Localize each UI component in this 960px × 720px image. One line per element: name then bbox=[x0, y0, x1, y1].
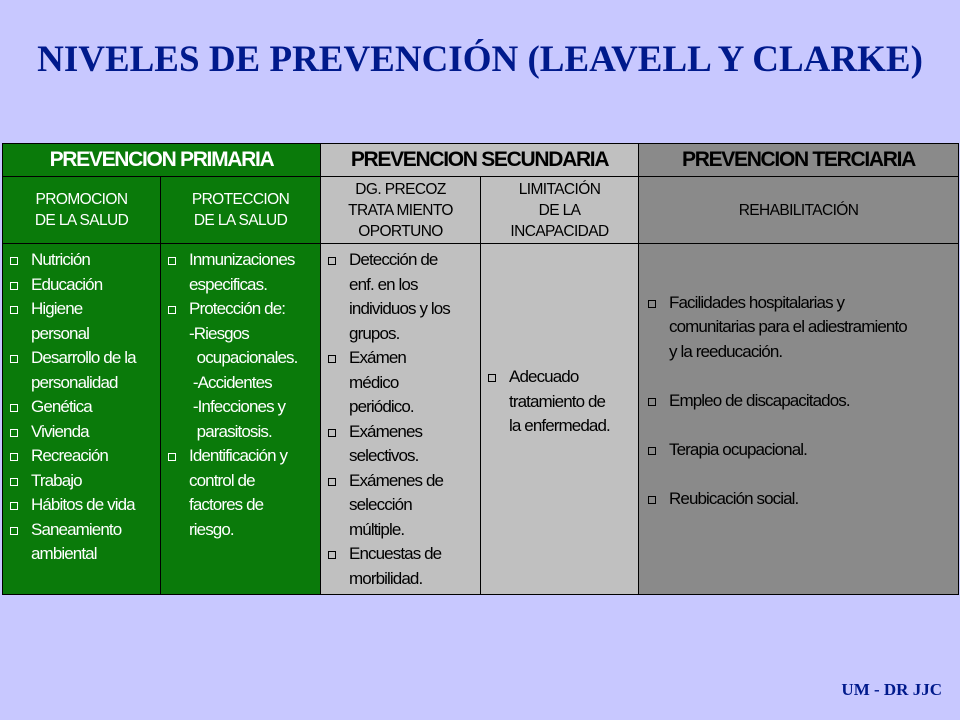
header-prevencion-secundaria: PREVENCION SECUNDARIA bbox=[321, 144, 639, 177]
list-item-continuation: -Infecciones y bbox=[189, 397, 286, 416]
list-item-continuation bbox=[645, 413, 956, 438]
list-item-continuation: y la reeducación. bbox=[669, 341, 783, 361]
subheader-line: TRATA MIENTO bbox=[348, 201, 453, 219]
list-item-continuation: múltiple. bbox=[349, 519, 405, 539]
list-item-continuation: personalidad bbox=[31, 372, 118, 392]
subheader-promocion bbox=[3, 177, 161, 244]
subheader-line: LIMITACIÓN bbox=[518, 180, 601, 198]
list-item-continuation bbox=[645, 462, 956, 487]
list-item: Vivienda bbox=[7, 420, 158, 445]
subheader-line: DE LA bbox=[538, 201, 581, 219]
list-item: Educación bbox=[7, 273, 158, 298]
list-item-continuation: -Accidentes bbox=[189, 372, 272, 392]
list-item-continuation: selectivos. bbox=[349, 446, 419, 465]
list-limitacion bbox=[481, 365, 638, 439]
list-promocion bbox=[3, 244, 160, 567]
subheader-proteccion bbox=[161, 177, 321, 244]
list-item: Hábitos de vida bbox=[7, 493, 158, 518]
subheader-line: DE LA SALUD bbox=[34, 212, 129, 229]
page-title: NIVELES DE PREVENCIÓN (LEAVELL Y CLARKE) bbox=[37, 39, 923, 80]
column-promocion bbox=[3, 244, 161, 595]
list-item-continuation: comunitarias para el adiestramiento bbox=[669, 317, 907, 337]
list-item-continuation: ambiental bbox=[31, 544, 97, 563]
subheader-line: DG. PRECOZ bbox=[355, 180, 446, 198]
list-item: Terapia ocupacional. bbox=[645, 438, 956, 463]
subheader-limitacion bbox=[481, 177, 639, 244]
list-item-continuation: factores de bbox=[189, 495, 264, 514]
list-item: Higiene bbox=[7, 297, 158, 322]
list-item: Facilidades hospitalarias y bbox=[645, 291, 956, 316]
list-item-continuation: enf. en los bbox=[349, 274, 418, 294]
column-rehabilitacion bbox=[639, 244, 959, 595]
list-item: Nutrición bbox=[7, 248, 158, 273]
subheader-diagnostico bbox=[321, 177, 481, 244]
list-diagnostico bbox=[321, 244, 480, 591]
list-item-continuation: morbilidad. bbox=[349, 568, 423, 588]
list-item-continuation bbox=[645, 364, 956, 389]
list-item: Adecuado bbox=[485, 365, 636, 390]
list-item: Recreación bbox=[7, 444, 158, 469]
list-item: Reubicación social. bbox=[645, 487, 956, 512]
list-item-continuation: la enfermedad. bbox=[509, 416, 610, 436]
list-item: Inmunizaciones bbox=[165, 248, 318, 273]
list-item: Detección de bbox=[325, 248, 478, 273]
prevention-levels-table bbox=[2, 143, 959, 595]
list-item: Desarrollo de la bbox=[7, 346, 158, 371]
footer-credit: UM - DR JJC bbox=[841, 680, 942, 699]
subheader-line: PROMOCION bbox=[35, 191, 128, 208]
subheader-line: INCAPACIDAD bbox=[510, 222, 609, 240]
subheader-row bbox=[3, 177, 959, 244]
list-item: Saneamiento bbox=[7, 518, 158, 543]
column-proteccion bbox=[161, 244, 321, 595]
column-diagnostico bbox=[321, 244, 481, 595]
list-item-continuation: periódico. bbox=[349, 397, 414, 416]
subheader-line: OPORTUNO bbox=[358, 222, 443, 240]
content-row bbox=[3, 244, 959, 595]
levels-header-row bbox=[3, 144, 959, 177]
header-prevencion-primaria: PREVENCION PRIMARIA bbox=[3, 144, 321, 177]
list-item-continuation: ocupacionales. bbox=[189, 348, 298, 367]
list-item-continuation: parasitosis. bbox=[189, 421, 272, 441]
subheader-line: DE LA SALUD bbox=[193, 212, 288, 229]
subheader-line: REHABILITACIÓN bbox=[738, 201, 859, 219]
subheader-rehabilitacion bbox=[639, 177, 959, 244]
list-item-continuation: tratamiento de bbox=[509, 391, 606, 411]
list-item: Trabajo bbox=[7, 469, 158, 494]
header-prevencion-terciaria: PREVENCION TERCIARIA bbox=[639, 144, 959, 177]
list-item-continuation: personal bbox=[31, 323, 90, 343]
list-rehabilitacion bbox=[639, 287, 958, 512]
list-item: Protección de: bbox=[165, 297, 318, 322]
list-item: Encuestas de bbox=[325, 542, 478, 567]
list-item-continuation: riesgo. bbox=[189, 519, 234, 539]
list-item-continuation: médico bbox=[349, 372, 399, 392]
list-proteccion bbox=[161, 244, 320, 542]
list-item: Empleo de discapacitados. bbox=[645, 389, 956, 414]
list-item-continuation: selección bbox=[349, 495, 412, 514]
column-limitacion bbox=[481, 244, 639, 595]
list-item-continuation: especificas. bbox=[189, 274, 268, 294]
list-item: Exámenes de bbox=[325, 469, 478, 494]
list-item-continuation: grupos. bbox=[349, 323, 400, 343]
list-item: Identificación y bbox=[165, 444, 318, 469]
list-item: Exámenes bbox=[325, 420, 478, 445]
list-item: Exámen bbox=[325, 346, 478, 371]
list-item: Genética bbox=[7, 395, 158, 420]
list-item-continuation: -Riesgos bbox=[189, 323, 249, 343]
list-item-continuation: individuos y los bbox=[349, 299, 450, 318]
list-item-continuation: control de bbox=[189, 470, 255, 490]
subheader-line: PROTECCION bbox=[191, 191, 290, 208]
